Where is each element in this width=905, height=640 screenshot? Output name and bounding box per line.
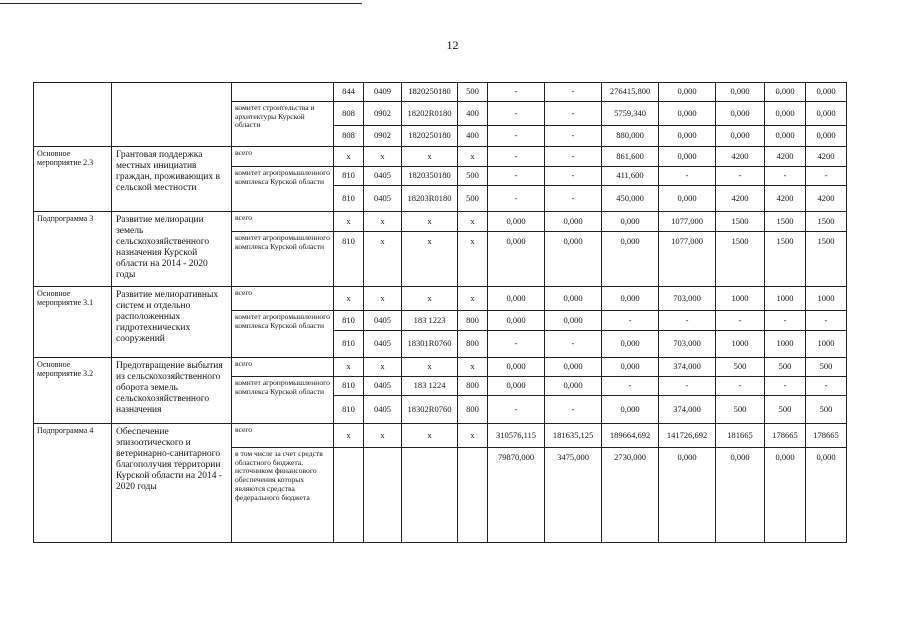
value-cell: 4200 [716,186,765,212]
value-cell: 4200 [806,147,847,167]
code-cell: 844 [334,83,364,102]
section-cell: 0405 [364,311,402,331]
section-cell: x [364,212,402,232]
table-row [34,287,847,311]
value-cell: 500 [716,396,765,424]
value-cell: 500 [765,358,806,377]
row-name-cell: Обеспечение эпизоотического и ветеринарно-санитарного благополучия территории Курской области на 2014 - 2020 годы [112,424,232,543]
value-cell: - [602,311,659,331]
value-cell: 178665 [765,424,806,448]
target-cell [402,448,458,543]
value-cell: 1500 [716,232,765,287]
value-cell: 0,000 [806,448,847,543]
target-cell: 18203R0180 [402,186,458,212]
value-cell: 5759,340 [602,102,659,126]
code-cell: 810 [334,331,364,358]
value-cell: 0,000 [602,358,659,377]
table-row [34,83,847,102]
table-row [34,424,847,448]
budget-table [33,82,847,543]
code-cell: 808 [334,126,364,147]
value-cell: 0,000 [488,287,545,311]
value-cell: 276415,800 [602,83,659,102]
type-cell: x [458,424,488,448]
type-cell: 800 [458,311,488,331]
value-cell: - [488,147,545,167]
value-cell: 79870,000 [488,448,545,543]
value-cell: 0,000 [716,448,765,543]
responsible-cell: всего [232,287,334,311]
value-cell: 2730,000 [602,448,659,543]
target-cell: x [402,424,458,448]
value-cell: 500 [716,358,765,377]
value-cell: 0,000 [659,147,716,167]
value-cell: - [806,167,847,186]
value-cell: 0,000 [806,83,847,102]
value-cell: - [716,311,765,331]
value-cell: 1500 [765,232,806,287]
value-cell: 0,000 [659,448,716,543]
code-cell: x [334,358,364,377]
responsible-cell: комитет агропромышленного комплекса Курской области [232,311,334,358]
row-name-cell [112,83,232,147]
target-cell: 18202R0180 [402,102,458,126]
code-cell: 810 [334,167,364,186]
value-cell: 0,000 [659,102,716,126]
table-row [34,212,847,232]
value-cell: - [545,331,602,358]
value-cell: 0,000 [716,83,765,102]
value-cell: - [765,377,806,396]
row-name-cell: Предотвращение выбытия из сельскохозяйственного оборота земель сельскохозяйственного назначения [112,358,232,424]
value-cell: 1500 [765,212,806,232]
section-cell: 0405 [364,377,402,396]
row-label-cell: Подпрограмма 4 [34,424,112,543]
value-cell: 703,000 [659,287,716,311]
value-cell: 0,000 [659,126,716,147]
target-cell: x [402,358,458,377]
row-name-cell: Грантовая поддержка местных инициатив граждан, проживающих в сельской местности [112,147,232,212]
value-cell: 1000 [765,331,806,358]
value-cell: - [545,126,602,147]
code-cell: x [334,212,364,232]
value-cell: - [716,167,765,186]
target-cell: x [402,287,458,311]
value-cell: - [545,186,602,212]
target-cell: 183 1223 [402,311,458,331]
value-cell: 0,000 [545,311,602,331]
value-cell: 0,000 [716,102,765,126]
code-cell: x [334,424,364,448]
section-cell: 0902 [364,102,402,126]
value-cell: 4200 [765,186,806,212]
responsible-cell: всего [232,358,334,377]
target-cell: 18301R0760 [402,331,458,358]
target-cell: x [402,212,458,232]
value-cell: 0,000 [765,126,806,147]
code-cell: 810 [334,186,364,212]
type-cell [458,448,488,543]
value-cell: 0,000 [488,212,545,232]
value-cell: 411,600 [602,167,659,186]
value-cell: 0,000 [488,232,545,287]
type-cell: x [458,287,488,311]
value-cell: 0,000 [545,232,602,287]
responsible-cell: комитет строительства и архитектуры Курской области [232,102,334,147]
type-cell: 800 [458,331,488,358]
section-cell: x [364,147,402,167]
type-cell: 400 [458,126,488,147]
value-cell: 178665 [806,424,847,448]
value-cell: 189664,692 [602,424,659,448]
value-cell: 0,000 [716,126,765,147]
type-cell: x [458,358,488,377]
value-cell: 861,600 [602,147,659,167]
value-cell: 0,000 [806,102,847,126]
value-cell: 3475,000 [545,448,602,543]
value-cell: 0,000 [602,396,659,424]
section-cell: 0405 [364,396,402,424]
section-cell: x [364,232,402,287]
target-cell: 1820250180 [402,83,458,102]
target-cell: 1820350180 [402,167,458,186]
value-cell: 1000 [716,287,765,311]
value-cell: - [545,147,602,167]
value-cell: - [488,102,545,126]
value-cell: 880,000 [602,126,659,147]
value-cell: 500 [765,396,806,424]
type-cell: 800 [458,396,488,424]
responsible-cell: в том числе за счет средств областного бюджета, источником финансового обеспечения которых являются средства федерального бюджета [232,448,334,543]
responsible-cell: комитет агропромышленного комплекса Курской области [232,377,334,424]
value-cell: 0,000 [488,377,545,396]
value-cell: 450,000 [602,186,659,212]
row-label-cell: Основное мероприятие 2.3 [34,147,112,212]
responsible-cell: всего [232,424,334,448]
section-cell: x [364,287,402,311]
responsible-cell: всего [232,212,334,232]
code-cell: 810 [334,311,364,331]
value-cell: 4200 [716,147,765,167]
value-cell: 374,000 [659,396,716,424]
row-label-cell: Подпрограмма 3 [34,212,112,287]
type-cell: 500 [458,83,488,102]
value-cell: 1000 [806,287,847,311]
target-cell: x [402,232,458,287]
section-cell: x [364,424,402,448]
target-cell: 183 1224 [402,377,458,396]
section-cell: 0405 [364,331,402,358]
code-cell: 810 [334,377,364,396]
page-number: 12 [446,38,459,52]
value-cell: - [806,311,847,331]
value-cell: - [806,377,847,396]
value-cell: 1000 [716,331,765,358]
value-cell: - [659,167,716,186]
value-cell: 310576,115 [488,424,545,448]
section-cell: x [364,358,402,377]
value-cell: - [488,167,545,186]
value-cell: 0,000 [545,287,602,311]
value-cell: - [545,396,602,424]
type-cell: 500 [458,167,488,186]
value-cell: 181665 [716,424,765,448]
value-cell: 4200 [765,147,806,167]
code-cell: 808 [334,102,364,126]
section-cell: 0902 [364,126,402,147]
value-cell: 0,000 [659,83,716,102]
code-cell: x [334,147,364,167]
value-cell: - [765,167,806,186]
section-cell: 0405 [364,167,402,186]
value-cell: - [545,102,602,126]
responsible-cell: всего [232,147,334,167]
value-cell: 141726,692 [659,424,716,448]
type-cell: 800 [458,377,488,396]
responsible-cell [232,83,334,102]
value-cell: - [602,377,659,396]
value-cell: 0,000 [765,83,806,102]
value-cell: - [488,83,545,102]
value-cell: 0,000 [602,331,659,358]
value-cell: 0,000 [806,126,847,147]
value-cell: 0,000 [602,287,659,311]
value-cell: 0,000 [659,186,716,212]
responsible-cell: комитет агропромышленного комплекса Курской области [232,232,334,287]
section-cell [364,448,402,543]
value-cell: 181635,125 [545,424,602,448]
row-label-cell [34,83,112,147]
value-cell: 0,000 [488,311,545,331]
value-cell: 4200 [806,186,847,212]
target-cell: x [402,147,458,167]
type-cell: 400 [458,102,488,126]
value-cell: 1000 [806,331,847,358]
value-cell: 0,000 [545,377,602,396]
value-cell: 0,000 [602,212,659,232]
value-cell: 0,000 [765,102,806,126]
section-cell: 0409 [364,83,402,102]
value-cell: 0,000 [765,448,806,543]
value-cell: 1000 [765,287,806,311]
value-cell: - [659,377,716,396]
type-cell: x [458,147,488,167]
value-cell: 0,000 [545,358,602,377]
target-cell: 1820250180 [402,126,458,147]
value-cell: 0,000 [545,212,602,232]
type-cell: x [458,212,488,232]
table-row [34,147,847,167]
value-cell: - [488,186,545,212]
value-cell: 1500 [806,232,847,287]
section-cell: 0405 [364,186,402,212]
row-label-cell: Основное мероприятие 3.2 [34,358,112,424]
value-cell: 1500 [806,212,847,232]
value-cell: - [545,83,602,102]
value-cell: - [659,311,716,331]
row-label-cell: Основное мероприятие 3.1 [34,287,112,358]
value-cell: - [765,311,806,331]
responsible-cell: комитет агропромышленного комплекса Курской области [232,167,334,212]
target-cell: 18302R0760 [402,396,458,424]
code-cell: 810 [334,396,364,424]
value-cell: 500 [806,396,847,424]
value-cell: - [545,167,602,186]
value-cell: 1077,000 [659,212,716,232]
value-cell: - [488,331,545,358]
table-row [34,358,847,377]
code-cell: x [334,287,364,311]
value-cell: 0,000 [488,358,545,377]
type-cell: 500 [458,186,488,212]
row-name-cell: Развитие мелиорации земель сельскохозяйственного назначения Курской области на 2014 - 2020 годы [112,212,232,287]
value-cell: 0,000 [602,232,659,287]
type-cell: x [458,232,488,287]
code-cell: 810 [334,232,364,287]
value-cell: 703,000 [659,331,716,358]
value-cell: 374,000 [659,358,716,377]
code-cell [334,448,364,543]
row-name-cell: Развитие мелиоративных систем и отдельно расположенных гидротехнических сооружений [112,287,232,358]
value-cell: 500 [806,358,847,377]
value-cell: - [716,377,765,396]
value-cell: 1077,000 [659,232,716,287]
value-cell: 1500 [716,212,765,232]
top-rule [0,3,362,4]
value-cell: - [488,396,545,424]
value-cell: - [488,126,545,147]
